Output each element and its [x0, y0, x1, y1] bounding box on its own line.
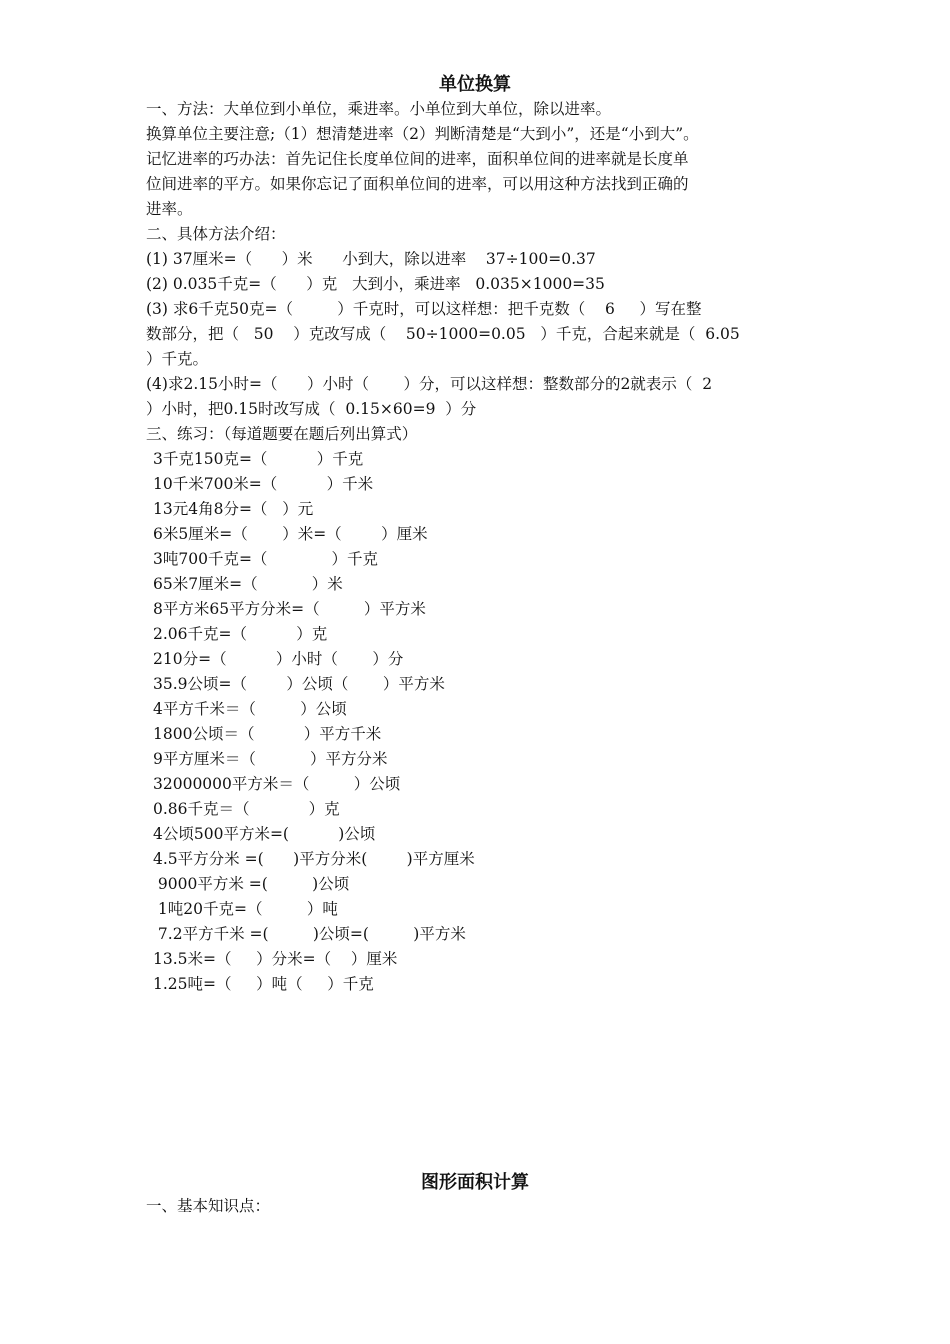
exercise-item: 4平方千米＝（ ）公顷: [153, 700, 347, 718]
exercise-item: 35.9公顷=（ ）公顷（ ）平方米: [153, 675, 445, 693]
exercise-item: 6米5厘米=（ ）米=（ ）厘米: [153, 525, 428, 543]
section-title-area: 图形面积计算: [421, 1172, 529, 1193]
section-heading-basics: 一、基本知识点：: [146, 1197, 271, 1215]
method-line-3: 记忆进率的巧办法：首先记住长度单位间的进率，面积单位间的进率就是长度单: [146, 150, 689, 168]
exercise-item: 9000平方米 =( )公顷: [153, 875, 350, 893]
method-example-line: (4)求2.15小时=（ ）小时（ ）分，可以这样想：整数部分的2就表示（ 2: [146, 375, 713, 393]
method-example-line: ）千克。: [146, 350, 209, 368]
section-heading-methods: 二、具体方法介绍：: [146, 225, 286, 243]
page-title: 单位换算: [439, 74, 511, 95]
method-example-line: (3) 求6千克50克=（ ）千克时，可以这样想：把千克数（ 6 ）写在整: [146, 300, 702, 318]
exercise-item: 65米7厘米=（ ）米: [153, 575, 343, 593]
method-example-line: ）小时，把0.15时改写成（ 0.15×60=9 ）分: [146, 400, 477, 418]
method-example-line: (2) 0.035千克=（ ）克 大到小，乘进率 0.035×1000=35: [146, 275, 605, 293]
exercise-item: 1.25吨=（ ）吨（ ）千克: [153, 975, 374, 993]
exercise-item: 8平方米65平方分米=（ ）平方米: [153, 600, 426, 618]
exercise-item: 3吨700千克=（ ）千克: [153, 550, 378, 568]
exercise-item: 13.5米=（ ）分米=（ ）厘米: [153, 950, 398, 968]
exercise-item: 3千克150克=（ ）千克: [153, 450, 364, 468]
exercise-item: 7.2平方千米 =( )公顷=( )平方米: [153, 925, 466, 943]
exercise-item: 2.06千克=（ ）克: [153, 625, 328, 643]
exercise-item: 4公顷500平方米=( )公顷: [153, 825, 376, 843]
exercise-item: 4.5平方分米 =( )平方分米( )平方厘米: [153, 850, 475, 868]
exercise-item: 10千米700米=（ ）千米: [153, 475, 374, 493]
exercise-item: 32000000平方米＝（ ）公顷: [153, 775, 401, 793]
method-example-line: 数部分，把（ 50 ）克改写成（ 50÷1000=0.05 ）千克，合起来就是（ 6.05: [146, 325, 740, 343]
method-example-line: (1) 37厘米=（ ）米 小到大，除以进率 37÷100=0.37: [146, 250, 596, 268]
exercise-item: 1800公顷＝（ ）平方千米: [153, 725, 382, 743]
exercise-item: 210分=（ ）小时（ ）分: [153, 650, 404, 668]
exercise-item: 13元4角8分=（ ）元: [153, 500, 314, 518]
method-line-5: 进率。: [146, 200, 193, 218]
section-heading-practice: 三、练习：（每道题要在题后列出算式）: [146, 425, 418, 443]
exercise-item: 0.86千克＝（ ）克: [153, 800, 340, 818]
method-line-4: 位间进率的平方。如果你忘记了面积单位间的进率，可以用这种方法找到正确的: [146, 175, 689, 193]
exercise-item: 9平方厘米＝（ ）平方分米: [153, 750, 388, 768]
method-line-1: 一、方法：大单位到小单位，乘进率。小单位到大单位，除以进率。: [146, 100, 612, 118]
exercise-item: 1吨20千克=（ ）吨: [153, 900, 338, 918]
method-line-2: 换算单位主要注意;（1）想清楚进率（2）判断清楚是“大到小”，还是“小到大”。: [146, 125, 699, 143]
